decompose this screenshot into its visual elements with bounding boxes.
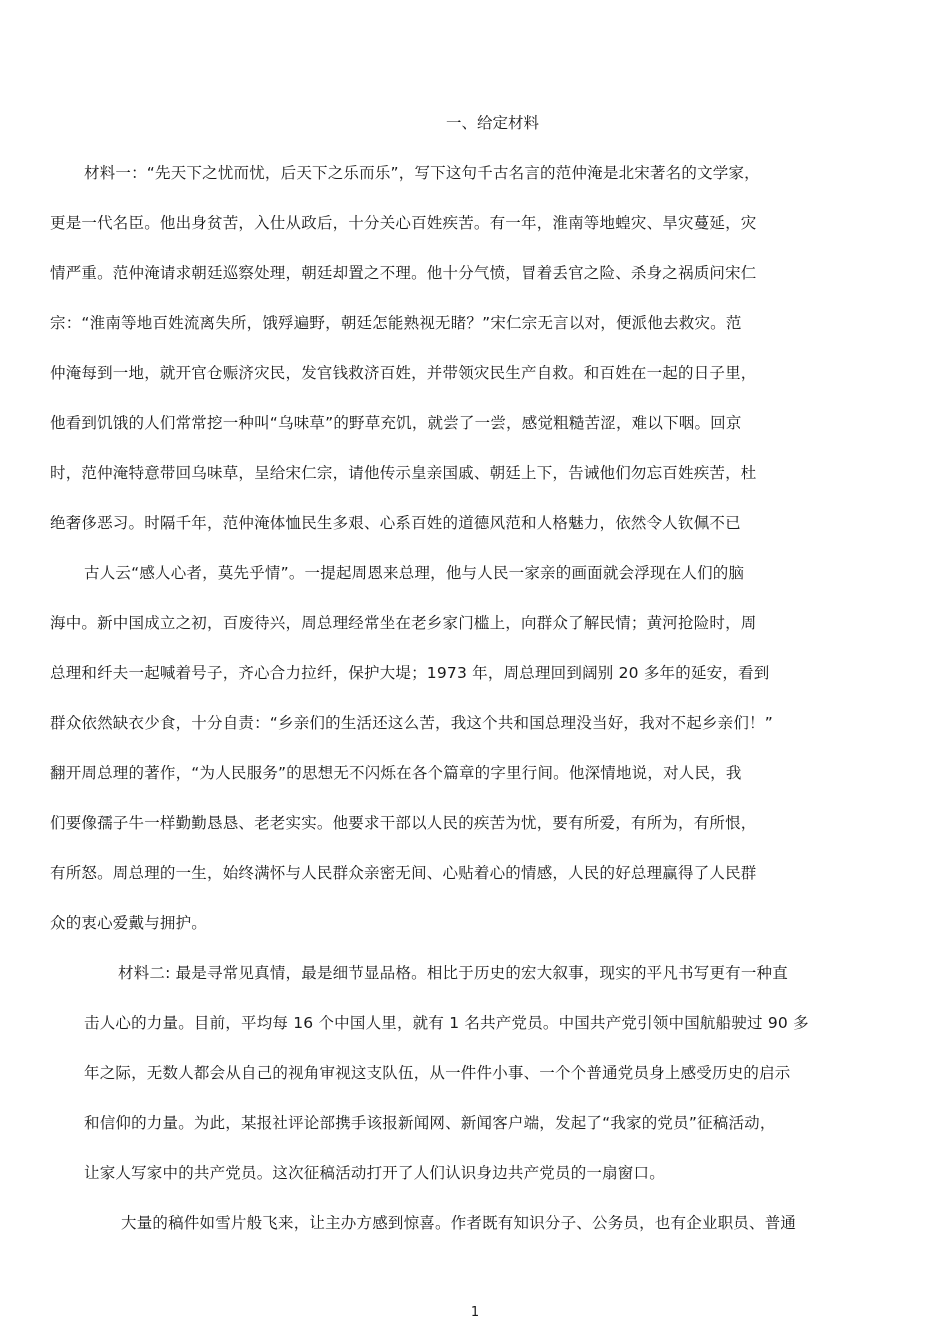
text-line: 和信仰的力量。为此，某报社评论部携手该报新闻网、新闻客户端，发起了“我家的党员”征稿活动， [84, 1114, 776, 1132]
text-line: 绝奢侈恶习。时隔千年，范仲淹体恤民生多艰、心系百姓的道德风范和人格魅力，依然令人钦佩不已 [50, 514, 741, 532]
text-line: 总理和纤夫一起喊着号子，齐心合力拉纤，保护大堤；1973 年，周总理回到阔别 20 多年的延安，看到 [50, 664, 770, 682]
text-line: 他看到饥饿的人们常常挖一种叫“乌味草”的野草充饥，就尝了一尝，感觉粗糙苦涩，难以下咽。回京 [50, 414, 742, 432]
text-line: 仲淹每到一地，就开官仓赈济灾民，发官钱救济百姓，并带领灾民生产自救。和百姓在一起的日子里， [50, 364, 757, 382]
text-line: 众的衷心爱戴与拥护。 [50, 914, 208, 932]
text-line: 让家人写家中的共产党员。这次征稿活动打开了人们认识身边共产党员的一扇窗口。 [84, 1164, 665, 1182]
text-line: 年之际，无数人都会从自己的视角审视这支队伍，从一件件小事、一个个普通党员身上感受历史的启示 [84, 1064, 791, 1082]
text-line: 时，范仲淹特意带回乌味草，呈给宋仁宗，请他传示皇亲国戚、朝廷上下，告诫他们勿忘百姓疾苦，杜 [50, 464, 757, 482]
text-line: 海中。新中国成立之初，百废待兴，周总理经常坐在老乡家门槛上，向群众了解民情；黄河抢险时，周 [50, 614, 757, 632]
text-line: 宗：“淮南等地百姓流离失所，饿殍遍野，朝廷怎能熟视无睹？”宋仁宗无言以对，便派他去救灾。范 [50, 314, 742, 332]
text-line: 更是一代名臣。他出身贫苦，入仕从政后，十分关心百姓疾苦。有一年，淮南等地蝗灾、旱灾蔓延，灾 [50, 214, 757, 232]
text-line: 材料二: 最是寻常见真情，最是细节显品格。相比于历史的宏大叙事，现实的平凡书写更有一种直 [118, 964, 788, 982]
text-line: 翻开周总理的著作，“为人民服务”的思想无不闪烁在各个篇章的字里行间。他深情地说，对人民，我 [50, 764, 742, 782]
text-line: 大量的稿件如雪片般飞来，让主办方感到惊喜。作者既有知识分子、公务员，也有企业职员、普通 [121, 1214, 797, 1232]
text-line: 古人云“感人心者，莫先乎情”。一提起周恩来总理，他与人民一家亲的画面就会浮现在人们的脑 [84, 564, 745, 582]
text-line: 有所怒。周总理的一生，始终满怀与人民群众亲密无间、心贴着心的情感，人民的好总理赢得了人民群 [50, 864, 757, 882]
text-line: 击人心的力量。目前，平均每 16 个中国人里，就有 1 名共产党员。中国共产党引领中国航船驶过 90 多 [84, 1014, 809, 1032]
text-line: 群众依然缺衣少食，十分自责：“乡亲们的生活还这么苦，我这个共和国总理没当好，我对不起乡亲们！” [50, 714, 773, 732]
text-line: 材料一：“先天下之忧而忧，后天下之乐而乐”，写下这句千古名言的范仲淹是北宋著名的文学家， [84, 164, 760, 182]
document-title: 一、给定材料 [445, 114, 539, 132]
text-line: 情严重。范仲淹请求朝廷巡察处理，朝廷却置之不理。他十分气愤，冒着丢官之险、杀身之祸质问宋仁 [50, 264, 757, 282]
text-line: 们要像孺子牛一样勤勤恳恳、老老实实。他要求干部以人民的疾苦为忧，要有所爱，有所为，有所恨， [50, 814, 757, 832]
page-number: 1 [470, 1305, 480, 1320]
